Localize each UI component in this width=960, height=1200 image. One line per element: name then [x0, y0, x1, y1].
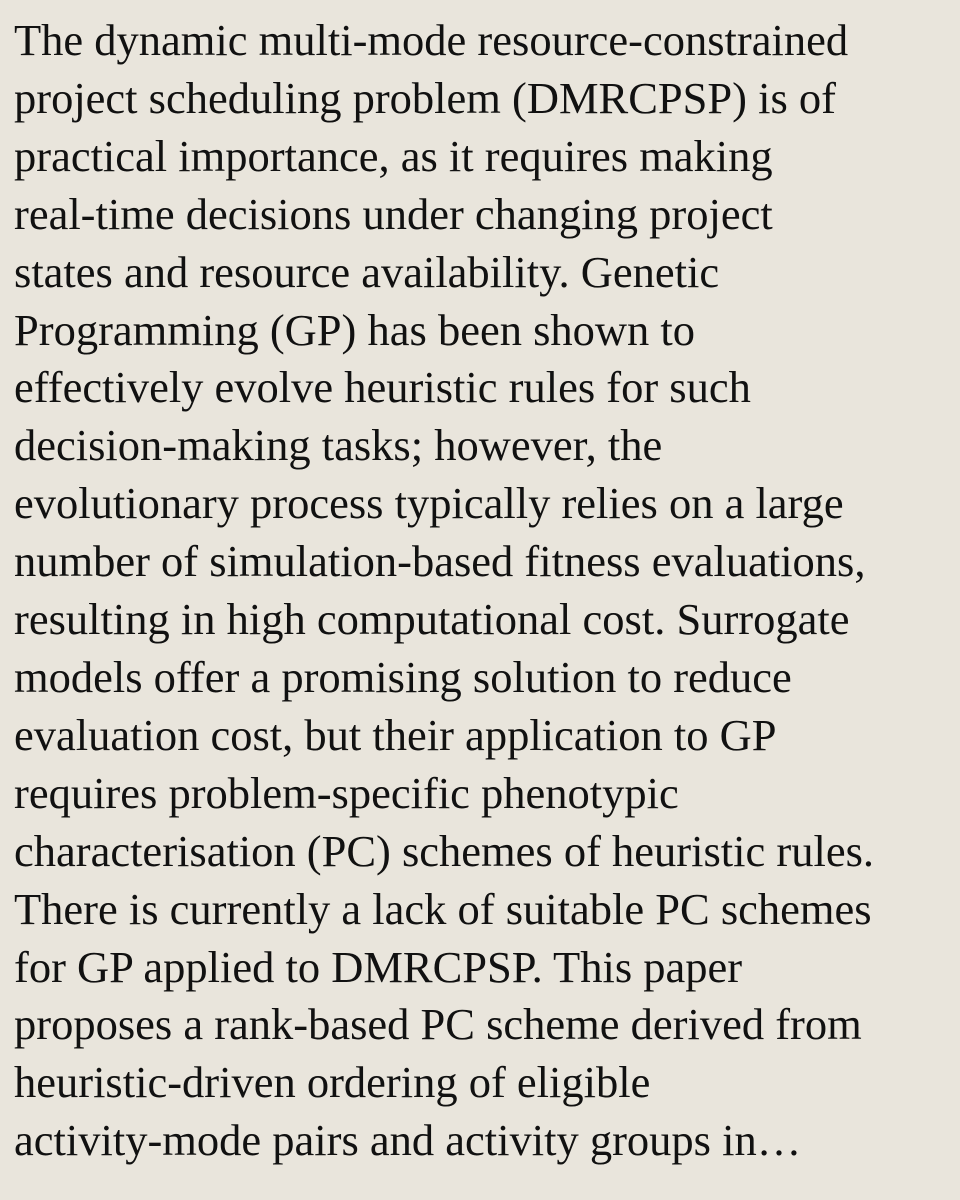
abstract-line: for GP applied to DMRCPSP. This paper [14, 941, 743, 992]
abstract-line: The dynamic multi-mode resource-constrained [14, 15, 849, 65]
abstract-line: evolutionary process typically relies on a large [14, 478, 844, 529]
abstract-line: practical importance, as it requires making [14, 130, 773, 181]
abstract-line: models offer a promising solution to reduce [14, 651, 792, 702]
abstract-line: There is currently a lack of suitable PC schemes [14, 883, 872, 934]
abstract-line: number of simulation-based fitness evaluations, [14, 536, 866, 587]
abstract-line: requires problem-specific phenotypic [14, 767, 679, 818]
abstract-line: proposes a rank-based PC scheme derived from [14, 999, 862, 1050]
abstract-line: project scheduling problem (DMRCPSP) is of [14, 72, 836, 123]
abstract-line: characterisation (PC) schemes of heuristic rules. [14, 825, 875, 876]
abstract-line: heuristic-driven ordering of eligible [14, 1057, 651, 1108]
abstract-text [14, 12, 946, 1170]
abstract-line: Programming (GP) has been shown to [14, 304, 696, 355]
abstract-line: activity-mode pairs and activity groups in… [14, 1115, 802, 1166]
abstract-line: states and resource availability. Genetic [14, 246, 720, 297]
abstract-line: real-time decisions under changing project [14, 188, 773, 239]
abstract-line: effectively evolve heuristic rules for such [14, 362, 751, 413]
abstract-line: decision-making tasks; however, the [14, 420, 663, 471]
abstract-line: resulting in high computational cost. Surrogate [14, 594, 850, 645]
abstract-line: evaluation cost, but their application to GP [14, 709, 777, 760]
